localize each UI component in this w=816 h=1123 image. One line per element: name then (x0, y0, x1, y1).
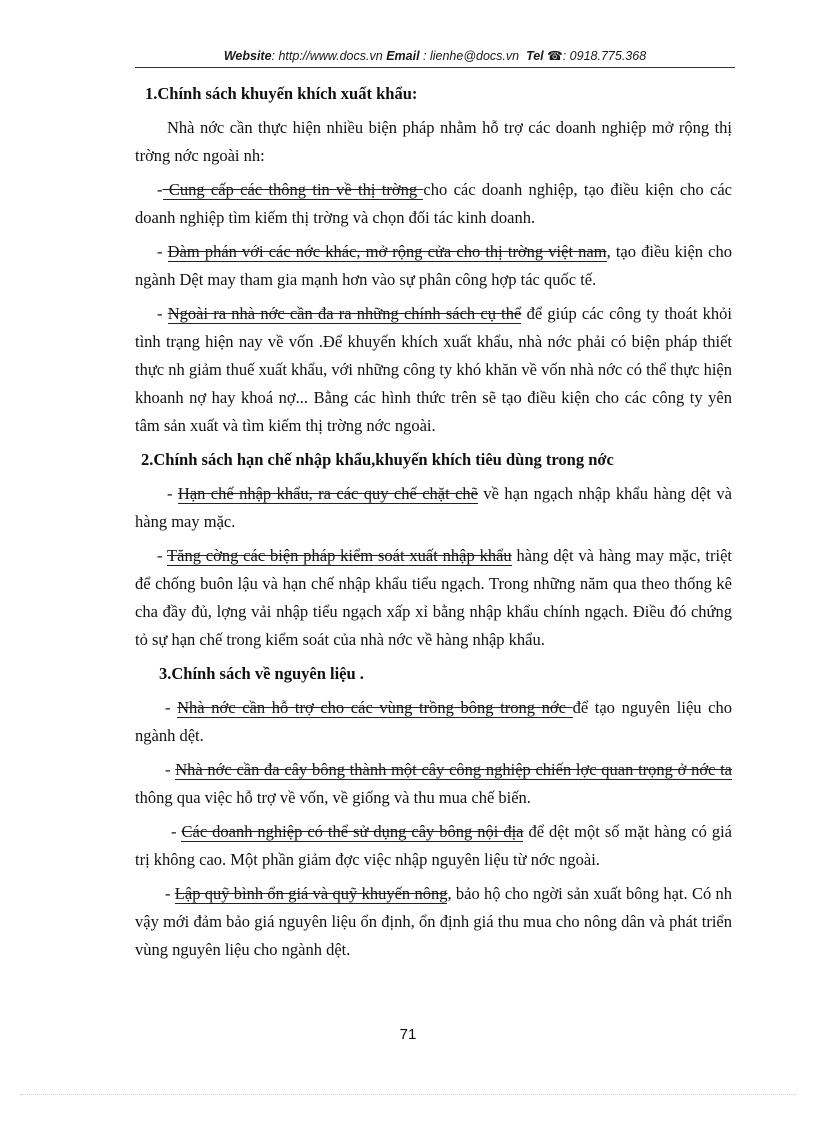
item-prefix: - (157, 242, 168, 261)
underlined-phrase: Hạn chế nhập khẩu, ra các quy chế chặt chẽ (177, 484, 479, 503)
underlined-phrase: Tăng cờng các biện pháp kiểm soát xuất nhập khẩu (167, 546, 512, 565)
underlined-phrase: Ngoài ra nhà nớc cần đa ra những chính sách cụ thể (167, 304, 522, 323)
section-1-item-2 (135, 238, 732, 294)
email-label: Email (386, 49, 420, 63)
section-2-heading: 2.Chính sách hạn chế nhập khẩu,khuyến khích tiêu dùng trong nớc (141, 450, 614, 469)
section-2-item-1 (135, 480, 732, 536)
section-3-heading: 3.Chính sách về nguyên liệu . (159, 664, 364, 683)
underlined-phrase: Cung cấp các thông tin về thị trờng (162, 180, 424, 199)
section-2-item-2 (135, 542, 732, 654)
email-value: : lienhe@docs.vn (419, 49, 520, 63)
item-prefix: - (171, 822, 182, 841)
item-prefix: - (157, 546, 168, 565)
page-bottom-divider (20, 1094, 796, 1095)
item-text: thông qua việc hỗ trợ về vốn, về giống và thu mua chế biến. (135, 788, 531, 807)
underlined-phrase: Đàm phán với các nớc khác, mở rộng cửa cho thị trờng việt nam (167, 242, 607, 261)
section-1-item-1 (135, 176, 732, 232)
phone-icon: ☎ (547, 49, 563, 63)
page-number: 71 (399, 1026, 417, 1043)
tel-value: : 0918.775.368 (562, 49, 647, 63)
header-divider (135, 67, 735, 68)
item-prefix: - (167, 484, 178, 503)
section-3-item-2 (135, 756, 732, 812)
item-prefix: - (165, 760, 176, 779)
section-1-heading: 1.Chính sách khuyến khích xuất khẩu: (145, 84, 418, 103)
section-3-item-1 (135, 694, 732, 750)
item-text: hàng dệt và hàng may mặc, triệt để chống buôn lậu và hạn chế nhập khẩu tiểu ngạch. Trong những năm qua theo thống kê cha đầy đủ, lợng vải nhập tiểu ngạch xấp xỉ bằng nhập khẩu chính ngạch. Điều đó chứng tỏ sự hạn chế trong kiểm soát của nhà nớc về hàng nhập khẩu. (135, 546, 733, 649)
section-3-item-3 (135, 818, 732, 874)
tel-label: Tel (526, 49, 544, 63)
section-1-intro: Nhà nớc cần thực hiện nhiều biện pháp nhằm hỗ trợ các doanh nghiệp mở rộng thị trờng nớc ngoài nh: (135, 118, 732, 165)
document-body (135, 80, 732, 970)
underlined-phrase: Nhà nớc cần hỗ trợ cho các vùng trồng bông trong nớc (177, 698, 573, 717)
underlined-phrase: Lập quỹ bình ổn giá và quỹ khuyến nông (174, 884, 448, 903)
underlined-phrase: Nhà nớc cần đa cây bông thành một cây công nghiệp chiến lợc quan trọng ở nớc ta (175, 760, 732, 779)
item-text: để tạo nguyên liệu cho ngành dệt. (135, 698, 732, 745)
item-text: về hạn ngạch nhập khẩu hàng dệt và hàng may mặc. (135, 484, 732, 531)
section-1-item-3 (135, 300, 732, 440)
website-label: Website (223, 49, 272, 63)
section-3-item-4 (135, 880, 732, 964)
page-header (135, 48, 735, 63)
item-text: cho các doanh nghiệp, tạo điều kiện cho các doanh nghiệp tìm kiếm thị trờng và chọn đối tác kinh doanh. (135, 180, 733, 227)
website-value: : http://www.docs.vn (271, 49, 383, 63)
item-prefix: - (165, 698, 178, 717)
item-prefix: - (157, 304, 168, 323)
underlined-phrase: Các doanh nghiệp có thể sử dụng cây bông nội địa (181, 822, 524, 841)
item-text: để dệt một số mặt hàng có giá trị không cao. Một phần giảm đợc việc nhập nguyên liệu từ nớc ngoài. (135, 822, 732, 869)
item-prefix: - (157, 180, 163, 199)
item-text: , bảo hộ cho ngời sản xuất bông hạt. Có nh vậy mới đảm bảo giá nguyên liệu ổn định, ổn định giá thu mua cho nông dân và phát triển vùng nguyên liệu cho ngành dệt. (135, 884, 732, 959)
item-text: để giúp các công ty thoát khỏi tình trạng hiện nay về vốn .Để khuyến khích xuất khẩu, nhà nớc phải có biện pháp thiết thực nh giảm thuế xuất khẩu, với những công ty khó khăn về vốn nhà nớc có thể thực hiện khoanh nợ hay khoá nợ... Bằng các hình thức trên sẽ tạo điều kiện cho các công ty yên tâm sản xuất và tìm kiếm thị trờng nớc ngoài. (135, 304, 732, 435)
item-prefix: - (165, 884, 175, 903)
item-text: , tạo điều kiện cho ngành Dệt may tham gia mạnh hơn vào sự phân công hợp tác quốc tế. (135, 242, 732, 289)
